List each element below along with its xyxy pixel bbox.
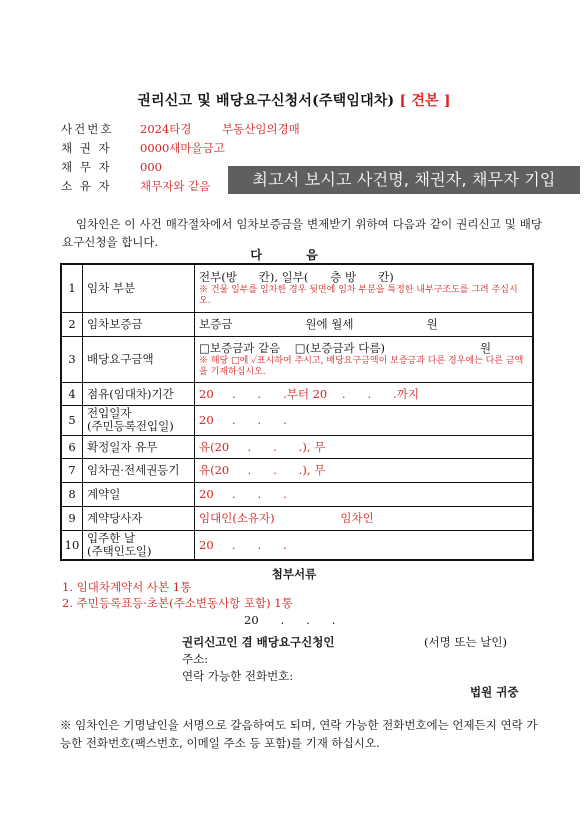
table-row (61, 264, 533, 312)
claim-table (60, 263, 534, 561)
owner-label: 소 유 자 (61, 179, 112, 193)
row-note: ※ 해당 □에 ✓표시하여 주시고, 배당요구금액이 보증금과 다른 경우에는 다른 금액을 기재하십시오. (199, 356, 524, 377)
table-row (61, 506, 533, 530)
row-value[interactable]: 20 . . . (195, 482, 534, 506)
seal-label: (서명 또는 날인) (424, 635, 507, 649)
case-number-label: 사건번호 (61, 122, 114, 136)
row-label: 임차권·전세권등기 (83, 458, 195, 482)
row-label: 점유(임대차)기간 (83, 382, 195, 405)
row-label: 임차보증금 (83, 312, 195, 336)
row-value[interactable]: 유(20 . . .), 무 (195, 458, 534, 482)
row-number: 6 (61, 435, 83, 458)
row-number: 1 (61, 264, 83, 312)
info-row-creditor (0, 141, 588, 155)
row-label: 전입일자 (주민등록전입일) (83, 405, 195, 435)
row-label: 배당요구금액 (83, 336, 195, 382)
row-label: 확정일자 유무 (83, 435, 195, 458)
address-label[interactable]: 주소: (182, 652, 209, 666)
row-label: 입주한 날 (주택인도일) (83, 530, 195, 560)
row-note: ※ 건물 일부를 임차한 경우 뒷면에 임차 부분을 특정한 내부구조도를 그려 주십시오. (199, 285, 518, 307)
sample-badge: [ 견본 ] (399, 93, 451, 109)
row-number: 9 (61, 506, 83, 530)
attachments-title: 첨부서류 (271, 567, 317, 581)
row-number: 10 (61, 530, 83, 560)
row-number: 7 (61, 458, 83, 482)
applicant-label: 권리신고인 겸 배당요구신청인 (182, 635, 335, 649)
creditor-label: 채 권 자 (61, 141, 112, 155)
row-number: 2 (61, 312, 83, 336)
row-number: 5 (61, 405, 83, 435)
row-value[interactable]: 20 . . . (195, 405, 534, 435)
row-value[interactable]: 20 . . .부터 20 . . .까지 (195, 382, 534, 405)
row-value[interactable]: 임대인(소유자) 임차인 (195, 506, 534, 530)
court-label: 법원 귀중 (470, 685, 519, 699)
table-row (61, 382, 533, 405)
owner-value: 채무자와 같음 (140, 179, 211, 193)
row-label: 계약당사자 (83, 506, 195, 530)
footnote: ※ 임차인은 기명날인을 서명으로 갈음하여도 되며, 연락 가능한 전화번호에는 언제든지 연락 가능한 전화번호(팩스번호, 이메일 주소 등 포함)를 기재 하십시오. (60, 718, 538, 750)
phone-label[interactable]: 연락 가능한 전화번호: (182, 669, 294, 683)
table-row (61, 458, 533, 482)
row-number: 8 (61, 482, 83, 506)
table-row (61, 312, 533, 336)
attachment-item-2: 2. 주민등록표등·초본(주소변동사항 포함) 1통 (62, 596, 293, 610)
table-row (61, 336, 533, 382)
row-label: 계약일 (83, 482, 195, 506)
row-value[interactable]: 유(20 . . .), 무 (195, 435, 534, 458)
row-label: 임차 부분 (83, 264, 195, 312)
row-number: 4 (61, 382, 83, 405)
row-value[interactable]: 전부(방 칸), 일부( 층 방 칸) (199, 270, 394, 285)
creditor-value: 0000새마을금고 (140, 141, 225, 155)
title-main: 권리신고 및 배당요구신청서(주택임대차) (137, 93, 395, 109)
row-value[interactable]: 20 . . . (195, 530, 534, 560)
info-row-case-number (0, 122, 588, 136)
attachment-item-1: 1. 임대차계약서 사본 1통 (62, 580, 192, 594)
table-row (61, 435, 533, 458)
table-row (61, 530, 533, 560)
table-row (61, 405, 533, 435)
instruction-banner: 최고서 보시고 사건명, 채권자, 채무자 기입 (228, 166, 580, 194)
debtor-label: 채 무 자 (61, 160, 112, 174)
page-title (0, 90, 588, 110)
section-heading: 다 음 (250, 248, 338, 262)
row-value-cell (195, 264, 534, 312)
case-type-value: 부동산임의경매 (222, 122, 300, 136)
table-row (61, 482, 533, 506)
intro-paragraph: 임차인은 이 사건 매각절차에서 임차보증금을 변제받기 위하여 다음과 같이 권리신고 및 배당요구신청을 합니다. (62, 217, 542, 249)
debtor-value: 000 (140, 160, 162, 174)
row-value[interactable]: □보증금과 같음 □(보증금과 다름) 원 (199, 341, 492, 355)
signature-date[interactable]: 20 . . . (244, 613, 336, 627)
row-value[interactable]: 보증금 원에 월세 원 (195, 312, 534, 336)
row-value-cell (195, 336, 534, 382)
row-number: 3 (61, 336, 83, 382)
case-number-value: 2024타경 (140, 122, 192, 136)
